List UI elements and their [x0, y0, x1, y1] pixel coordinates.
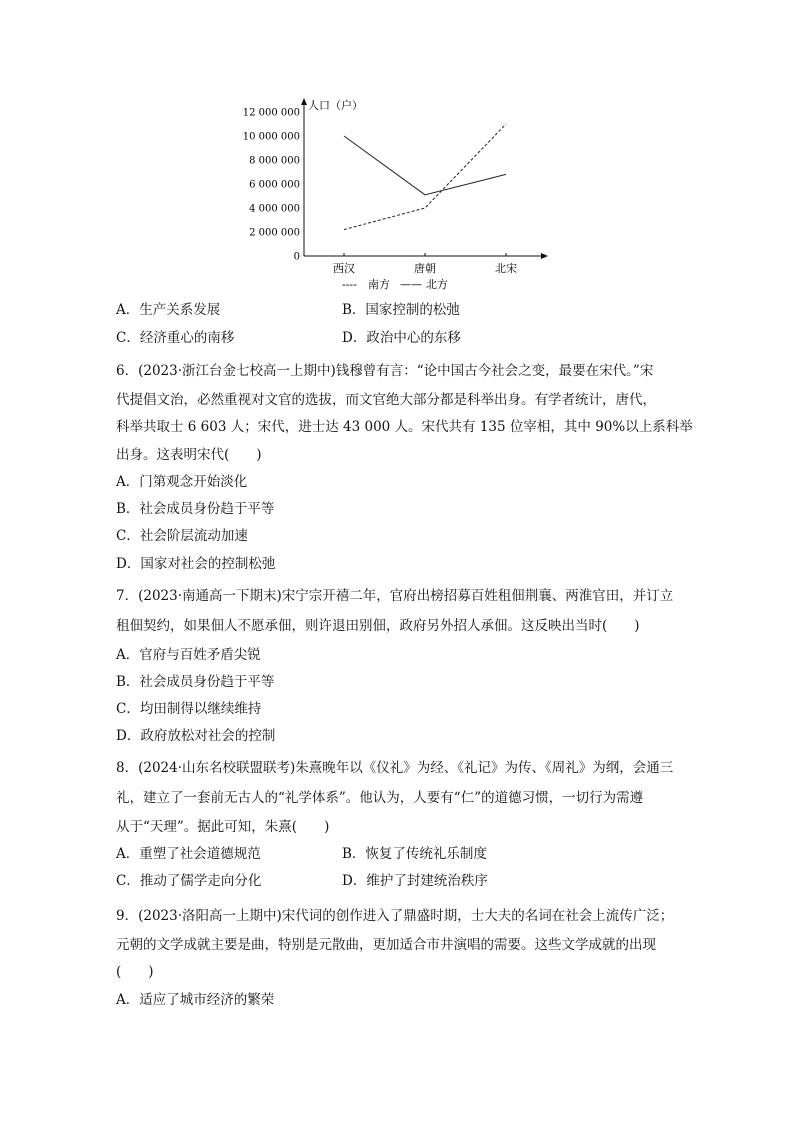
x-tick-label: 唐朝 [414, 262, 436, 275]
y-tick-label: 2 000 000 [249, 227, 300, 239]
series-line-south [344, 124, 506, 230]
q6-option-b: B．社会成员身份趋于平等 [116, 501, 275, 517]
q6-stem-line-3: 科举共取士 6 603 人；宋代，进士达 43 000 人。宋代共有 135 位宰相，其中 90%以上系科举 [116, 419, 693, 435]
q9-stem-line-1: 9．(2023·洛阳高一上期中)宋代词的创作进入了鼎盛时期，士大夫的名词在社会上流传广泛； [116, 908, 674, 924]
q6-stem-line-4: 出身。这表明宋代( ) [116, 447, 262, 463]
series-line-north [344, 136, 506, 195]
q7-option-b: B．社会成员身份趋于平等 [116, 674, 275, 690]
chart-legend [342, 277, 448, 291]
y-axis-label: 人口（户） [308, 99, 363, 112]
x-tick-label: 西汉 [333, 262, 355, 275]
q9-option-a: A．适应了城市经济的繁荣 [116, 992, 275, 1008]
q5-option-a: A．生产关系发展 [116, 302, 221, 318]
legend-north: 北方 [426, 278, 448, 291]
y-axis-arrow [301, 98, 307, 105]
q7-stem-line-2: 租佃契约，如果佃人不愿承佃，则许退田别佃，政府另外招人承佃。这反映出当时( ) [116, 618, 640, 634]
q8-option-b: B．恢复了传统礼乐制度 [342, 846, 487, 862]
q6-option-c: C．社会阶层流动加速 [116, 528, 248, 544]
q8-stem-line-2: 礼，建立了一套前无古人的“礼学体系”。他认为，人要有“仁”的道德习惯，一切行为需遵 [116, 790, 644, 806]
q8-option-a: A．重塑了社会道德规范 [116, 846, 261, 862]
y-tick-label: 8 000 000 [249, 155, 300, 167]
q5-option-d: D．政治中心的东移 [342, 330, 461, 346]
population-line-chart [238, 96, 558, 296]
q6-stem-line-2: 代提倡文治，必然重视对文官的选拔，而文官绝大部分都是科举出身。有学者统计，唐代， [116, 392, 656, 408]
q7-option-c: C．均田制得以继续维持 [116, 701, 262, 717]
x-axis-arrow [541, 253, 548, 259]
legend-north-mark: —— [400, 278, 422, 291]
x-tick-label: 北宋 [495, 262, 517, 275]
q6-option-a: A．门第观念开始淡化 [116, 474, 248, 490]
legend-south: 南方 [368, 278, 390, 291]
y-tick-label: 4 000 000 [249, 203, 300, 215]
q9-stem-line-3: ( ) [116, 964, 154, 980]
q8-option-c: C．推动了儒学走向分化 [116, 873, 262, 889]
q7-option-a: A．官府与百姓矛盾尖锐 [116, 647, 261, 663]
legend-south-mark: ---- [342, 278, 357, 291]
q6-option-d: D．国家对社会的控制松弛 [116, 556, 276, 572]
y-tick-label: 6 000 000 [249, 179, 300, 191]
y-tick-label: 0 [293, 251, 300, 263]
q8-stem-line-1: 8．(2024·山东名校联盟联考)朱熹晚年以《仪礼》为经、《礼记》为传、《周礼》为纲，会通三 [116, 760, 674, 776]
chart-series [344, 124, 506, 230]
q5-option-c: C．经济重心的南移 [116, 330, 235, 346]
y-tick-label: 12 000 000 [242, 107, 300, 119]
q8-stem-line-3: 从于“天理”。据此可知，朱熹( ) [116, 819, 330, 835]
q7-stem-line-1: 7．(2023·南通高一下期末)宋宁宗开禧二年，官府出榜招募百姓租佃荆襄、两淮官田，并订立 [116, 588, 674, 604]
q8-option-d: D．维护了封建统治秩序 [342, 873, 488, 889]
y-axis-ticks [243, 108, 300, 263]
q7-option-d: D．政府放松对社会的控制 [116, 728, 276, 744]
q6-stem-line-1: 6．(2023·浙江台金七校高一上期中)钱穆曾有言：“论中国古今社会之变，最要在宋代。”宋 [116, 363, 654, 379]
y-tick-label: 10 000 000 [242, 131, 300, 143]
q5-option-b: B．国家控制的松弛 [342, 302, 460, 318]
q9-stem-line-2: 元朝的文学成就主要是曲，特别是元散曲，更加适合市井演唱的需要。这些文学成就的出现 [116, 937, 656, 953]
